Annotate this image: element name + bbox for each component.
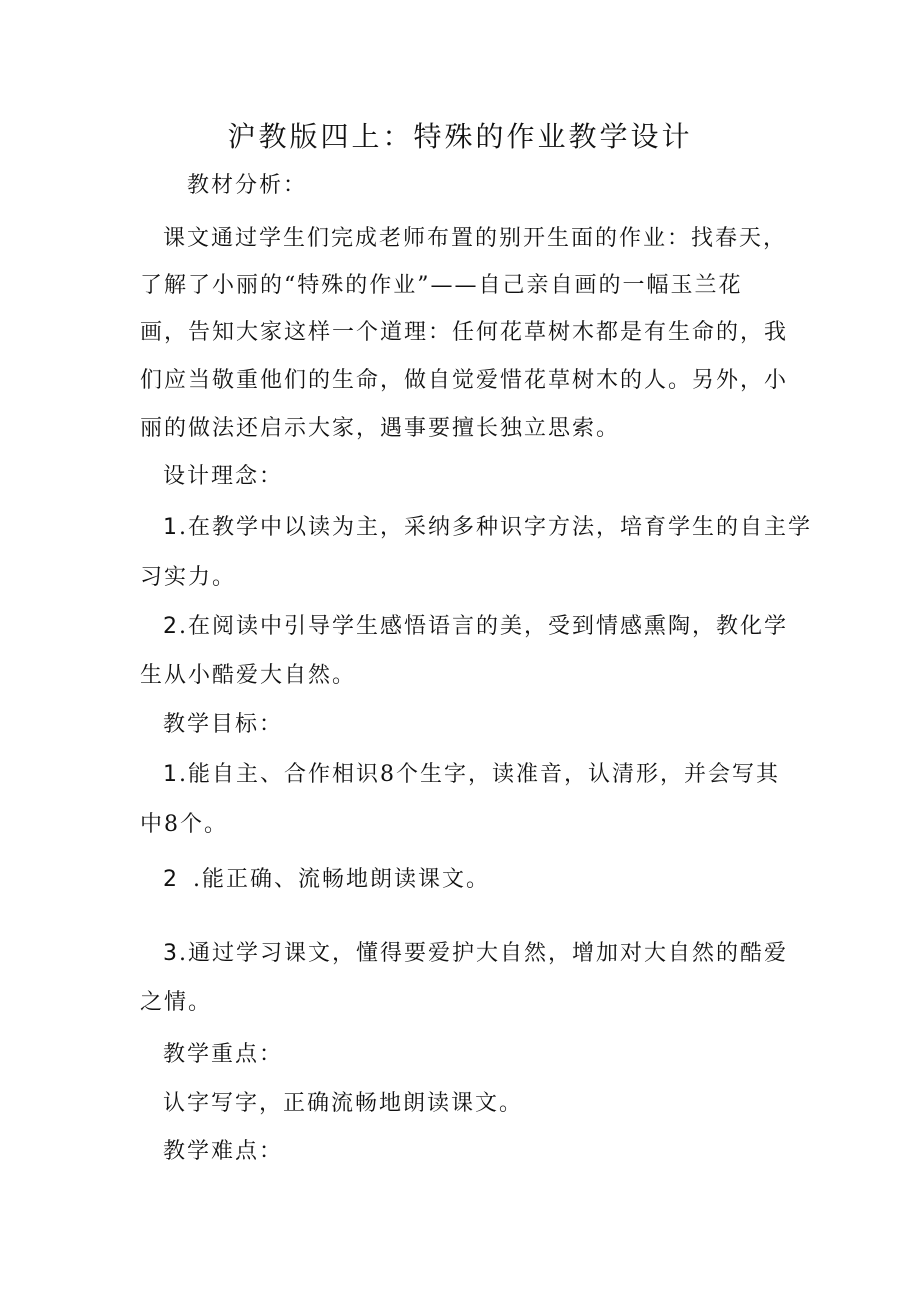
goals-item-1-number: 1 bbox=[163, 762, 179, 787]
analysis-line-1: 课文通过学生们完成老师布置的别开生面的作业：找春天， bbox=[163, 226, 788, 251]
goals-item-1-continued: 中8个。 bbox=[140, 812, 228, 837]
goals-item-2-text: .能正确、流畅地朗读课文。 bbox=[193, 867, 490, 892]
analysis-line-2: 了解了小丽的“特殊的作业”——自己亲自画的一幅玉兰花 bbox=[140, 273, 743, 298]
analysis-line-4: 们应当敬重他们的生命，做自觉爱惜花草树木的人。另外，小 bbox=[140, 368, 789, 393]
concept-item-2-number: 2 bbox=[163, 614, 179, 639]
section-heading-analysis: 教材分析： bbox=[187, 173, 308, 198]
goals-item-1-text: .能自主、合作相识8个生字，读准音，认清形，并会写其 bbox=[179, 762, 780, 787]
concept-item-1-text: .在教学中以读为主，采纳多种识字方法，培育学生的自主学 bbox=[179, 515, 812, 540]
goals-item-3-text: .通过学习课文，懂得要爱护大自然，增加对大自然的酷爱 bbox=[179, 941, 788, 966]
section-heading-difficulties: 教学难点： bbox=[163, 1139, 284, 1164]
analysis-line-5: 丽的做法还启示大家，遇事要擅长独立思索。 bbox=[140, 416, 621, 441]
concept-item-2 bbox=[163, 612, 788, 642]
section-heading-concept: 设计理念： bbox=[163, 464, 284, 489]
section-heading-key-points: 教学重点： bbox=[163, 1042, 284, 1067]
concept-item-2-continued: 生从小酷爱大自然。 bbox=[140, 663, 357, 688]
goals-item-1 bbox=[163, 760, 780, 790]
section-heading-goals: 教学目标： bbox=[163, 712, 284, 737]
key-points-text: 认字写字，正确流畅地朗读课文。 bbox=[163, 1091, 524, 1116]
goals-item-3-number: 3 bbox=[163, 941, 179, 966]
concept-item-2-text: .在阅读中引导学生感悟语言的美，受到情感熏陶，教化学 bbox=[179, 614, 788, 639]
page-title: 沪教版四上：特殊的作业教学设计 bbox=[227, 120, 693, 153]
concept-item-1 bbox=[163, 513, 812, 543]
goals-item-3-continued: 之情。 bbox=[140, 990, 213, 1015]
goals-item-2-number: 2 bbox=[163, 867, 179, 892]
goals-item-2 bbox=[163, 865, 490, 895]
concept-item-1-number: 1 bbox=[163, 515, 179, 540]
goals-item-3 bbox=[163, 939, 788, 969]
analysis-line-3: 画，告知大家这样一个道理：任何花草树木都是有生命的，我 bbox=[140, 320, 789, 345]
concept-item-1-continued: 习实力。 bbox=[140, 565, 237, 590]
